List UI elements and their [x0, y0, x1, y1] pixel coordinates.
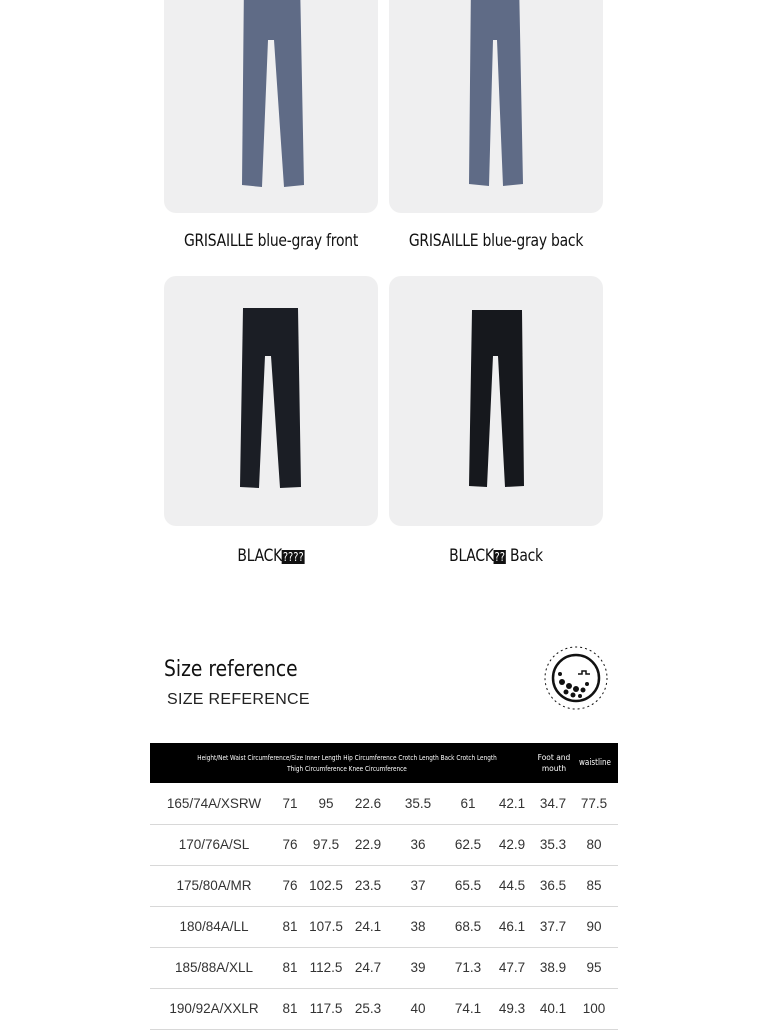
product-image-grisaille-front[interactable]	[164, 0, 378, 213]
table-cell: 170/76A/SL	[178, 837, 250, 852]
table-cell: 38	[410, 919, 426, 934]
table-cell: 62.5	[454, 837, 482, 852]
table-cell: 22.6	[354, 796, 382, 811]
table-cell: 81	[282, 1001, 298, 1016]
table-cell: 42.9	[498, 837, 526, 852]
table-cell: 100	[582, 1001, 606, 1016]
table-cell: 76	[282, 837, 298, 852]
table-cell: 71	[282, 796, 298, 811]
table-cell: 80	[586, 837, 602, 852]
table-row	[150, 824, 618, 866]
section-title: Size reference	[164, 657, 298, 682]
pants-image	[389, 0, 603, 213]
table-cell: 37.7	[539, 919, 567, 934]
brand-logo	[542, 644, 610, 712]
table-cell: 36	[410, 837, 426, 852]
table-cell: 117.5	[309, 1001, 343, 1016]
table-cell: 24.7	[354, 960, 382, 975]
table-cell: 180/84A/LL	[179, 919, 249, 934]
table-row	[150, 783, 618, 825]
table-cell: 35.5	[404, 796, 432, 811]
table-cell: 95	[318, 796, 334, 811]
table-cell: 77.5	[580, 796, 608, 811]
table-cell: 85	[586, 878, 602, 893]
table-cell: 49.3	[498, 1001, 526, 1016]
product-caption: BLACK?? Back	[449, 546, 543, 566]
table-cell: 22.9	[354, 837, 382, 852]
table-cell: 112.5	[309, 960, 343, 975]
product-image-grisaille-back[interactable]	[389, 0, 603, 213]
table-cell: 24.1	[354, 919, 382, 934]
product-caption: GRISAILLE blue-gray front	[183, 231, 359, 251]
table-cell: 102.5	[309, 878, 343, 893]
table-cell: 44.5	[498, 878, 526, 893]
table-cell: 23.5	[354, 878, 382, 893]
table-cell: 81	[282, 960, 298, 975]
table-cell: 97.5	[312, 837, 340, 852]
header-waistline: waistline	[579, 758, 611, 768]
table-cell: 40	[410, 1001, 426, 1016]
table-cell: 47.7	[498, 960, 526, 975]
table-cell: 107.5	[309, 919, 343, 934]
product-image-black-back[interactable]	[389, 276, 603, 526]
pants-image	[164, 276, 378, 526]
table-cell: 36.5	[539, 878, 567, 893]
header-main: Height/Net Waist Circumference/Size Inner Length Hip Circumference Crotch Length Back Crotch Length Thigh Circumference Knee Circumference	[197, 754, 497, 773]
table-cell: 175/80A/MR	[176, 878, 252, 893]
pants-image	[389, 276, 603, 526]
table-cell: 68.5	[454, 919, 482, 934]
table-row	[150, 947, 618, 989]
table-cell: 35.3	[539, 837, 567, 852]
header-foot-mouth: Foot and mouth	[537, 753, 571, 773]
table-cell: 90	[586, 919, 602, 934]
table-row	[150, 906, 618, 948]
section-subtitle: SIZE REFERENCE	[167, 691, 310, 708]
table-cell: 95	[586, 960, 602, 975]
table-cell: 81	[282, 919, 298, 934]
table-cell: 65.5	[454, 878, 482, 893]
table-cell: 71.3	[454, 960, 482, 975]
pants-image	[164, 0, 378, 213]
table-cell: 185/88A/XLL	[174, 960, 254, 975]
table-cell: 190/92A/XXLR	[169, 1001, 259, 1016]
table-cell: 165/74A/XSRW	[166, 796, 262, 811]
table-cell: 34.7	[539, 796, 567, 811]
table-cell: 46.1	[498, 919, 526, 934]
table-cell: 38.9	[539, 960, 567, 975]
table-cell: 25.3	[354, 1001, 382, 1016]
table-cell: 37	[410, 878, 426, 893]
size-table-header	[150, 743, 618, 783]
product-caption: GRISAILLE blue-gray back	[408, 231, 584, 251]
table-row	[150, 865, 618, 907]
product-caption: BLACK????	[237, 546, 304, 566]
table-cell: 42.1	[498, 796, 526, 811]
table-cell: 74.1	[454, 1001, 482, 1016]
table-cell: 40.1	[539, 1001, 567, 1016]
product-image-black-front[interactable]	[164, 276, 378, 526]
table-cell: 39	[410, 960, 426, 975]
table-cell: 61	[460, 796, 476, 811]
table-cell: 76	[282, 878, 298, 893]
